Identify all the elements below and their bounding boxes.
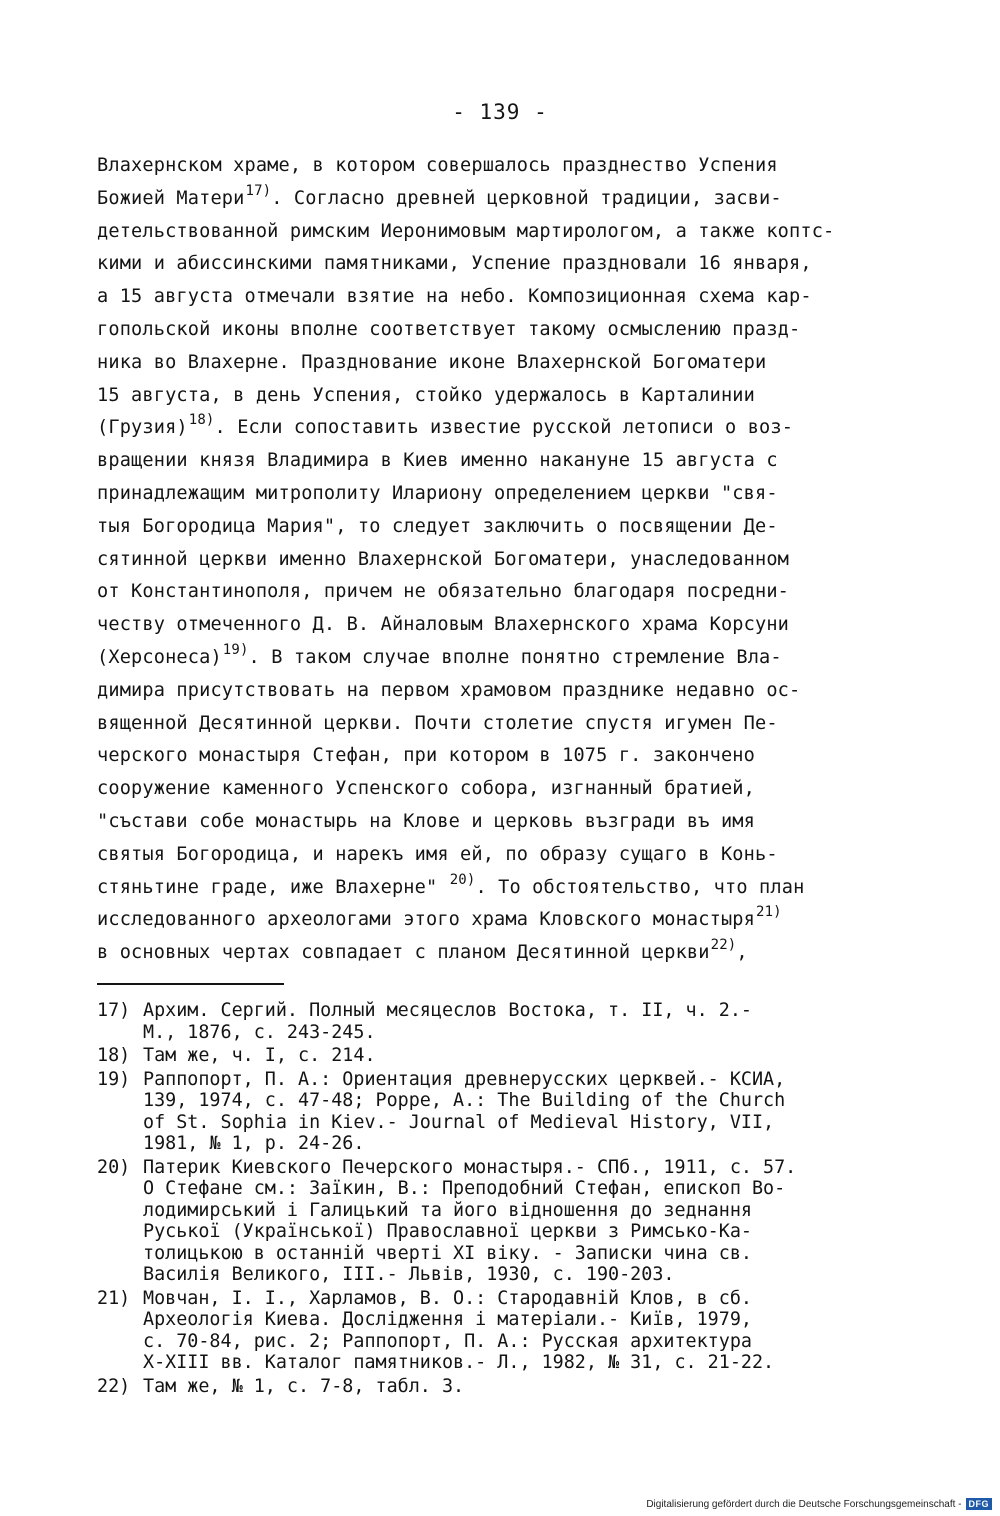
footnote-line: Руської (Української) Православної церкви з Римсько-Ка- <box>143 1221 752 1242</box>
body-line-text: 15 августа, в день Успения, стойко удержалось в Карталинии <box>97 384 755 406</box>
credit-text: Digitalisierung gefördert durch die Deutsche Forschungsgemeinschaft - <box>646 1498 962 1510</box>
body-line-text: "състави собе монастырь на Клове и церковь възгради въ имя <box>97 810 755 832</box>
body-line-text: святыя Богородица, и нарекъ имя ей, по образу сущаго в Конь- <box>97 843 778 865</box>
body-line <box>97 347 897 380</box>
body-line-text: от Константинополя, причем не обязательно благодаря посредни- <box>97 581 790 603</box>
footnote-body <box>143 1069 917 1155</box>
body-line-text: вращении князя Владимира в Киев именно накануне 15 августа с <box>97 450 778 472</box>
body-line <box>97 412 897 445</box>
body-line-text: гопольской иконы вполне соответствует такому осмыслению празд- <box>97 318 801 340</box>
body-line <box>97 281 897 314</box>
body-line <box>97 380 897 413</box>
footnote <box>97 1000 917 1043</box>
body-line-text: вященной Десятинной церкви. Почти столетие спустя игумен Пе- <box>97 712 778 734</box>
body-line-text: исследованного археологами этого храма Кловского монастыря <box>97 909 755 931</box>
footnote-body <box>143 1376 917 1398</box>
body-line <box>97 576 897 609</box>
digitization-credit <box>646 1498 992 1510</box>
body-line <box>97 904 897 937</box>
body-line-text: димира присутствовать на первом храмовом празднике недавно ос- <box>97 679 801 701</box>
body-line-text: черского монастыря Стефан, при котором в 1075 г. закончено <box>97 745 755 767</box>
body-line <box>97 740 897 773</box>
body-line <box>97 445 897 478</box>
footnote-reference: 21) <box>755 904 782 921</box>
body-line <box>97 609 897 642</box>
footnote-line: толицькою в останній чверті XI віку. - Записки чина св. <box>143 1242 752 1264</box>
body-line <box>97 183 897 216</box>
body-line-text: ника во Влахерне. Празднование иконе Влахернской Богоматери <box>97 351 767 373</box>
footnote-line: лодимирський і Галицький та його відношення до зеднання <box>143 1199 752 1221</box>
body-line <box>97 872 897 905</box>
footnote-line: 139, 1974, с. 47-48; Poppe, A.: The Building of the Church <box>143 1090 786 1111</box>
dfg-logo: DFG <box>966 1498 993 1510</box>
footnote-line: Раппопорт, П. А.: Ориентация древнерусских церквей.- КСИА, <box>143 1068 786 1090</box>
body-line-text-continued: . Если сопоставить известие русской летописи о воз- <box>214 417 794 439</box>
footnote-separator <box>97 983 284 985</box>
body-line-text-continued: . То обстоятельство, что план <box>475 876 805 898</box>
body-line-text: сятинной церкви именно Влахернской Богоматери, унаследованном <box>97 548 790 570</box>
footnote-number: 18) <box>97 1045 131 1066</box>
footnote <box>97 1045 917 1067</box>
body-line <box>97 511 897 544</box>
body-line <box>97 773 897 806</box>
body-line-text: честву отмеченного Д. В. Айналовым Влахернского храма Корсуни <box>97 614 790 636</box>
body-line <box>97 150 897 183</box>
footnote-number: 17) <box>97 1000 131 1021</box>
body-line <box>97 314 897 347</box>
footnote-number: 22) <box>97 1375 131 1397</box>
body-line-text: (Херсонеса) <box>97 646 222 668</box>
body-line-text: принадлежащим митрополиту Илариону определением церкви "свя- <box>97 482 778 504</box>
footnote-line: Мовчан, I. I., Харламов, В. О.: Стародавній Клов, в сб. <box>143 1287 752 1309</box>
body-text <box>97 150 897 970</box>
body-line <box>97 216 897 249</box>
body-line-text: Божией Матери <box>97 187 245 209</box>
body-line-text: Влахернском храме, в котором совершалось празднество Успения <box>97 155 778 176</box>
footnote-line: Патерик Киевского Печерского монастыря.- СПб., 1911, с. 57. <box>143 1156 797 1178</box>
footnote-number: 20) <box>97 1156 131 1178</box>
footnote <box>97 1069 917 1155</box>
body-line-text: а 15 августа отмечали взятие на небо. Композиционная схема кар- <box>97 286 812 308</box>
footnote-body <box>143 1157 917 1286</box>
footnote-line: of St. Sophia in Kiev.- Journal of Medieval History, VII, <box>143 1111 775 1133</box>
footnote-line: М., 1876, с. 243-245. <box>143 1021 376 1043</box>
footnote-line: О Стефане см.: Заїкин, В.: Преподобний Стефан, епископ Во- <box>143 1178 786 1199</box>
page-number: - 139 - <box>452 100 548 124</box>
body-line <box>97 478 897 511</box>
footnote-line: Василія Великого, III.- Львів, 1930, с. 190-203. <box>143 1264 675 1285</box>
body-line <box>97 839 897 872</box>
footnote-line: Архим. Сергий. Полный месяцеслов Востока, т. II, ч. 2.- <box>143 1000 752 1021</box>
footnote-line: 1981, № 1, p. 24-26. <box>143 1133 365 1154</box>
footnotes <box>97 1000 917 1399</box>
body-line <box>97 806 897 839</box>
body-line-text: детельствованной римским Иеронимовым мартирологом, а также коптс- <box>97 220 835 242</box>
footnote <box>97 1288 917 1374</box>
body-line-text: сооружение каменного Успенского собора, изгнанный братией, <box>97 778 755 800</box>
footnote-line: X-XIII вв. Каталог памятников.- Л., 1982, № 31, с. 21-22. <box>143 1352 775 1373</box>
body-line-text: (Грузия) <box>97 417 188 439</box>
footnote-line: с. 70-84, рис. 2; Раппопорт, П. А.: Русская архитектура <box>143 1330 752 1352</box>
footnote <box>97 1376 917 1398</box>
body-line-text: тыя Богородица Мария", то следует заключить о посвящении Де- <box>97 515 778 537</box>
body-line-text-continued: . Согласно древней церковной традиции, засви- <box>271 187 782 209</box>
footnote-number: 19) <box>97 1068 131 1090</box>
footnote-reference: 18) <box>188 412 215 429</box>
body-line <box>97 642 897 675</box>
footnote-reference: 20) <box>449 871 476 888</box>
body-line-text: стяньтине граде, иже Влахерне" <box>97 876 449 898</box>
body-line-text-continued: . В таком случае вполне понятно стремление Вла- <box>248 646 782 668</box>
footnote-body <box>143 1000 917 1043</box>
footnote-line: Археологія Киева. Дослідження і матеріали.- Київ, 1979, <box>143 1309 752 1330</box>
body-line <box>97 675 897 708</box>
body-line <box>97 708 897 741</box>
footnote-reference: 17) <box>245 182 272 199</box>
footnote-number: 21) <box>97 1287 131 1309</box>
body-line-text: кими и абиссинскими памятниками, Успение праздновали 16 января, <box>97 253 812 275</box>
footnote-line: Там же, № 1, с. 7-8, табл. 3. <box>143 1375 465 1397</box>
body-line-text: в основных чертах совпадает с планом Десятинной церкви <box>97 942 710 964</box>
footnote-reference: 19) <box>222 641 249 658</box>
footnote-line: Там же, ч. I, с. 214. <box>143 1045 376 1066</box>
footnote-body <box>143 1045 917 1067</box>
body-line <box>97 544 897 577</box>
body-line-text-continued: , <box>736 942 748 964</box>
body-line <box>97 248 897 281</box>
footnote-reference: 22) <box>710 937 737 954</box>
body-line <box>97 937 897 970</box>
footnote <box>97 1157 917 1286</box>
footnote-body <box>143 1288 917 1374</box>
